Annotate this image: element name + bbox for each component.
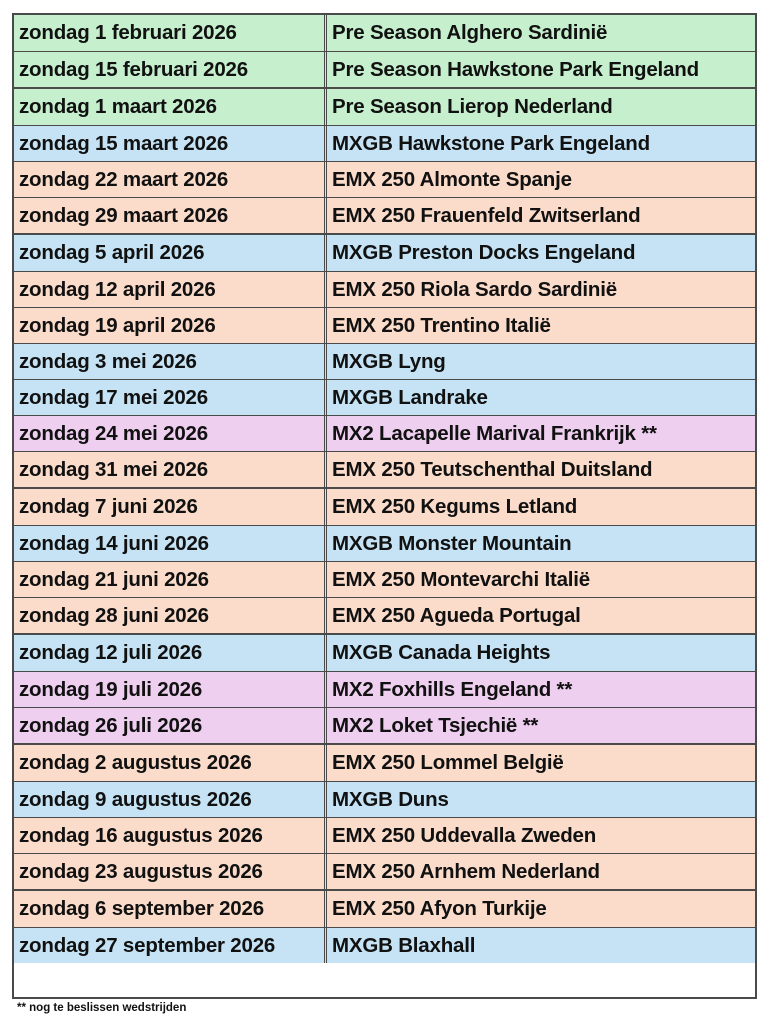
table-row (14, 597, 755, 633)
table-row (14, 707, 755, 743)
table-row (14, 197, 755, 233)
event-cell: Pre Season Lierop Nederland (332, 95, 613, 118)
table-row (14, 379, 755, 415)
date-cell: zondag 15 maart 2026 (14, 126, 327, 161)
table-row (14, 817, 755, 853)
table-row (14, 343, 755, 379)
table-row (14, 489, 755, 525)
event-cell: EMX 250 Agueda Portugal (332, 603, 581, 627)
date-cell: zondag 1 februari 2026 (14, 15, 327, 51)
date-cell: zondag 7 juni 2026 (14, 489, 327, 525)
event-cell: Pre Season Alghero Sardinië (332, 21, 608, 44)
event-cell: EMX 250 Uddevalla Zweden (332, 823, 597, 847)
table-row (14, 15, 755, 51)
schedule-table (12, 13, 757, 999)
date-cell: zondag 19 juli 2026 (14, 672, 327, 707)
date-cell: zondag 16 augustus 2026 (14, 818, 327, 853)
event-cell: EMX 250 Frauenfeld Zwitserland (332, 203, 641, 227)
date-cell: zondag 22 maart 2026 (14, 162, 327, 197)
date-cell: zondag 21 juni 2026 (14, 562, 327, 597)
table-row (14, 671, 755, 707)
date-cell: zondag 12 juli 2026 (14, 635, 327, 671)
table-row (14, 781, 755, 817)
date-cell: zondag 19 april 2026 (14, 308, 327, 343)
date-cell: zondag 26 juli 2026 (14, 708, 327, 743)
table-row (14, 161, 755, 197)
month-group (14, 889, 755, 963)
table-row (14, 235, 755, 271)
event-cell: EMX 250 Teutschenthal Duitsland (332, 457, 653, 481)
month-group (14, 487, 755, 633)
table-row (14, 927, 755, 963)
event-cell: EMX 250 Lommel België (332, 751, 564, 774)
month-group (14, 15, 755, 87)
event-cell: MXGB Blaxhall (332, 933, 476, 957)
table-row (14, 415, 755, 451)
date-cell: zondag 24 mei 2026 (14, 416, 327, 451)
date-cell: zondag 29 maart 2026 (14, 198, 327, 233)
date-cell: zondag 1 maart 2026 (14, 89, 327, 125)
table-row (14, 561, 755, 597)
event-cell: MXGB Monster Mountain (332, 531, 572, 555)
table-row (14, 271, 755, 307)
date-cell: zondag 15 februari 2026 (14, 52, 327, 87)
event-cell: MX2 Loket Tsjechië ** (332, 713, 539, 737)
footnote: ** nog te beslissen wedstrijden (17, 1002, 187, 1014)
event-cell: MXGB Duns (332, 787, 449, 811)
date-cell: zondag 31 mei 2026 (14, 452, 327, 487)
month-group (14, 633, 755, 743)
event-cell: EMX 250 Riola Sardo Sardinië (332, 277, 617, 301)
event-cell: EMX 250 Trentino Italië (332, 313, 551, 337)
event-cell: EMX 250 Almonte Spanje (332, 167, 572, 191)
date-cell: zondag 2 augustus 2026 (14, 745, 327, 781)
table-row (14, 451, 755, 487)
event-cell: Pre Season Hawkstone Park Engeland (332, 57, 699, 81)
date-cell: zondag 28 juni 2026 (14, 598, 327, 633)
table-row (14, 853, 755, 889)
event-cell: EMX 250 Afyon Turkije (332, 897, 547, 920)
date-cell: zondag 9 augustus 2026 (14, 782, 327, 817)
month-group (14, 233, 755, 487)
month-group (14, 743, 755, 889)
event-cell: MXGB Landrake (332, 385, 488, 409)
event-cell: MX2 Lacapelle Marival Frankrijk ** (332, 421, 657, 445)
event-cell: MXGB Lyng (332, 349, 446, 373)
date-cell: zondag 23 augustus 2026 (14, 854, 327, 889)
date-cell: zondag 14 juni 2026 (14, 526, 327, 561)
table-row (14, 125, 755, 161)
date-cell: zondag 5 april 2026 (14, 235, 327, 271)
table-row (14, 89, 755, 125)
event-cell: MX2 Foxhills Engeland ** (332, 677, 573, 701)
event-cell: MXGB Canada Heights (332, 641, 551, 664)
date-cell: zondag 17 mei 2026 (14, 380, 327, 415)
event-cell: EMX 250 Arnhem Nederland (332, 859, 600, 883)
table-row (14, 635, 755, 671)
date-cell: zondag 3 mei 2026 (14, 344, 327, 379)
date-cell: zondag 6 september 2026 (14, 891, 327, 927)
table-row (14, 51, 755, 87)
table-row (14, 891, 755, 927)
event-cell: EMX 250 Kegums Letland (332, 495, 578, 518)
date-cell: zondag 27 september 2026 (14, 928, 327, 963)
event-cell: MXGB Hawkstone Park Engeland (332, 131, 650, 155)
month-group (14, 87, 755, 233)
table-row (14, 307, 755, 343)
event-cell: MXGB Preston Docks Engeland (332, 241, 636, 264)
table-row (14, 745, 755, 781)
date-cell: zondag 12 april 2026 (14, 272, 327, 307)
table-row (14, 525, 755, 561)
event-cell: EMX 250 Montevarchi Italië (332, 567, 590, 591)
